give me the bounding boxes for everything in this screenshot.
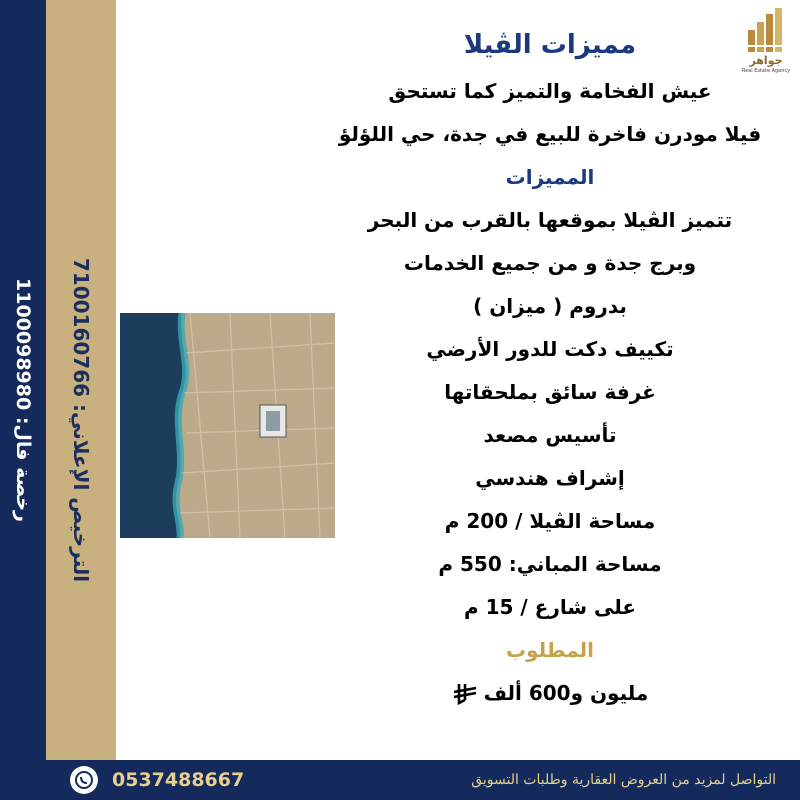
fal-license-text: رخصة فال: 1100098980 (12, 278, 34, 522)
logo-subtitle: Real Estate Agency (741, 68, 791, 74)
riyal-symbol-icon (452, 683, 478, 705)
feature-item: مساحة المباني: 550 م (438, 552, 662, 576)
feature-item: تأسيس مصعد (483, 423, 617, 447)
feature-list (330, 20, 770, 715)
location-map (120, 313, 335, 538)
feature-item: وبرج جدة و من جميع الخدمات (403, 251, 697, 275)
feature-item: مساحة الڤيلا / 200 م (444, 509, 656, 533)
feature-item: على شارع / 15 م (463, 595, 637, 619)
tagline: عيش الفخامة والتميز كما تستحق (388, 79, 712, 103)
whatsapp-icon[interactable] (70, 766, 98, 794)
price-row (330, 672, 770, 715)
required-heading: المطلوب (505, 638, 595, 662)
feature-item: غرفة سائق بملحقاتها (444, 380, 656, 404)
listing-subtitle: فيلا مودرن فاخرة للبيع في جدة، حي اللؤلؤ (338, 122, 762, 146)
price-text: مليون و600 ألف (483, 681, 649, 705)
phone-number[interactable]: 0537488667 (112, 769, 245, 791)
feature-item: إشراف هندسي (475, 466, 625, 490)
feature-item: بدروم ( ميزان ) (473, 294, 627, 318)
logo-name: جواهر (749, 54, 783, 67)
feature-item: تتميز الڤيلا بموقعها بالقرب من البحر (367, 208, 733, 232)
feature-item: تكييف دكت للدور الأرضي (426, 337, 674, 361)
ad-license-text: الترخيص الإعلاني: 7100160766 (69, 257, 93, 583)
page-title: مميزات الڤيلا (463, 30, 637, 60)
features-heading: المميزات (505, 165, 595, 189)
contact-text: التواصل لمزيد من العروض العقارية وطلبات التسويق (471, 772, 776, 788)
contact-bar (46, 760, 800, 800)
